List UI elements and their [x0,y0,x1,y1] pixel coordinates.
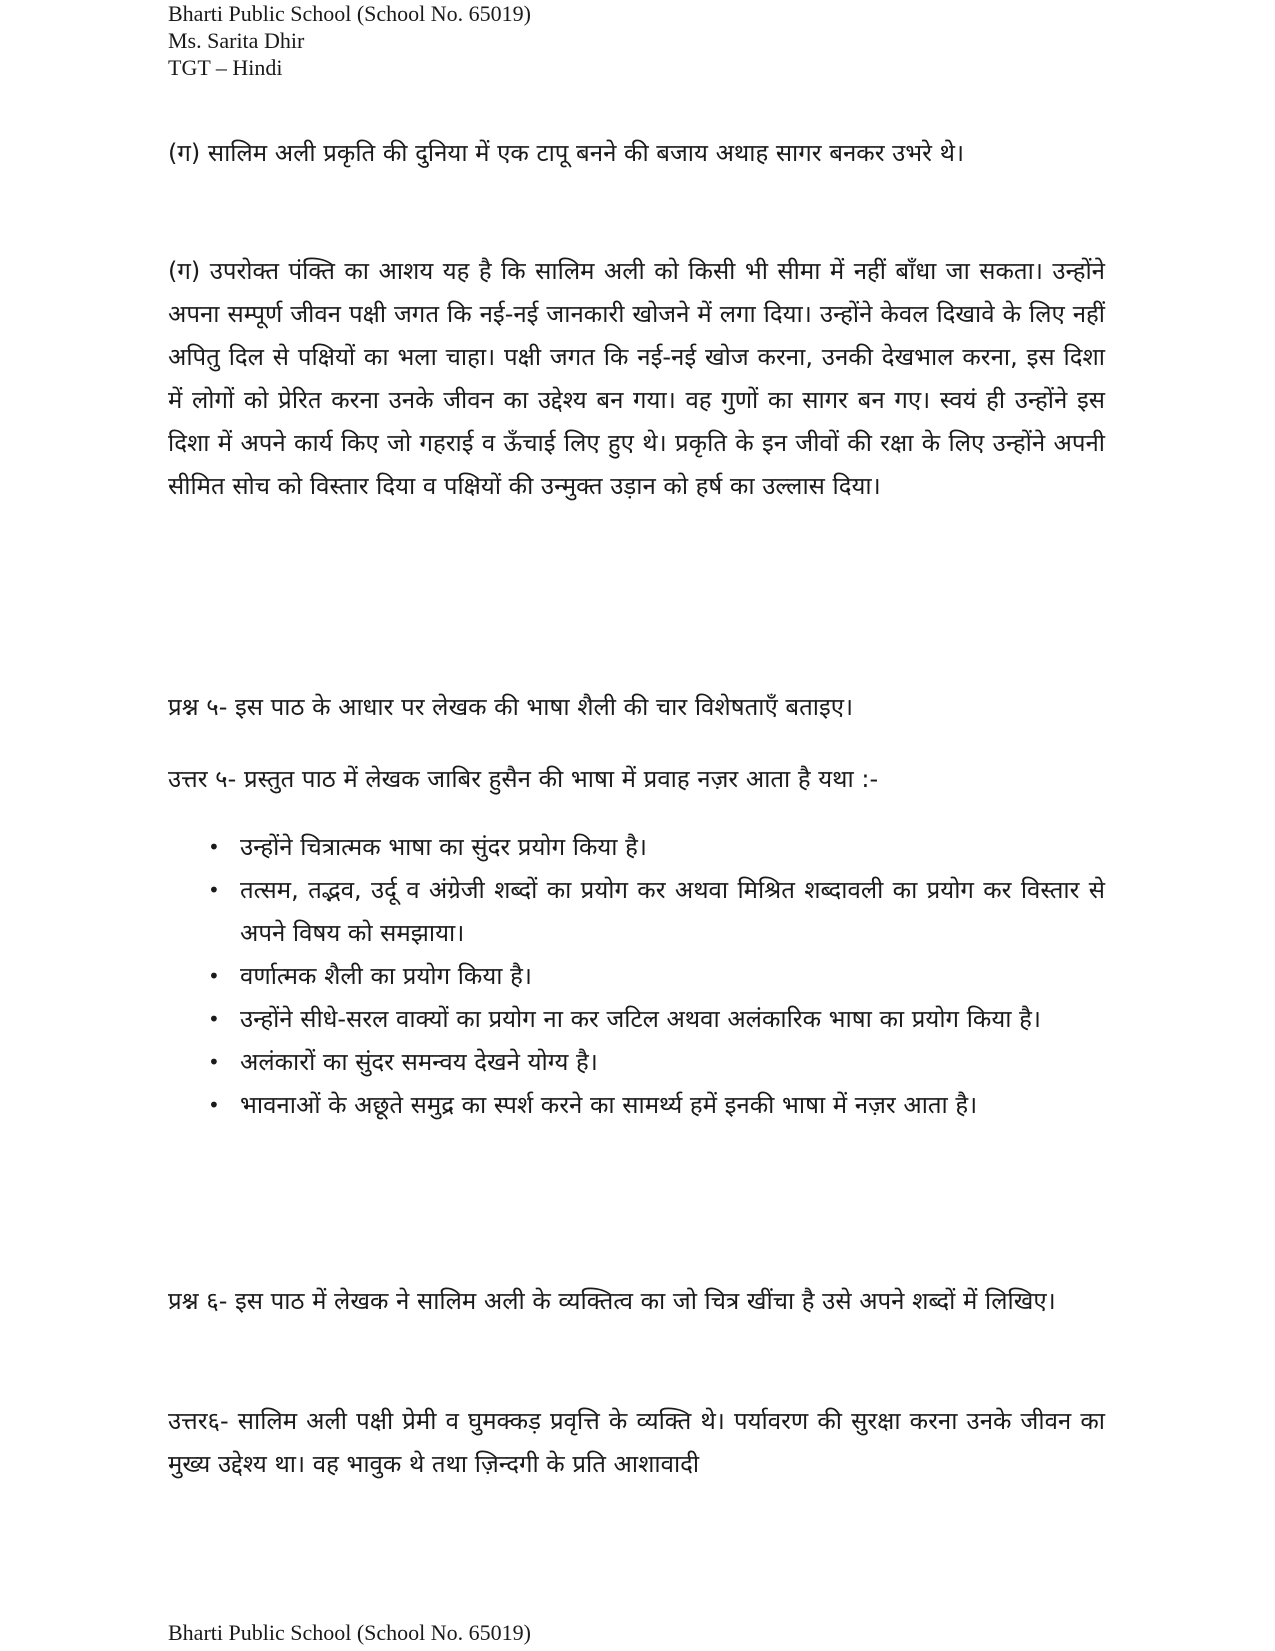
list-item: • उन्होंने चित्रात्मक भाषा का सुंदर प्रयोग किया है। [168,826,1105,869]
question-6: प्रश्न ६- इस पाठ में लेखक ने सालिम अली के व्यक्तित्व का जो चित्र खींचा है उसे अपने शब्दों में लिखिए। [168,1287,1056,1315]
question-5: प्रश्न ५- इस पाठ के आधार पर लेखक की भाषा शैली की चार विशेषताएँ बताइए। [168,693,854,721]
list-item: • तत्सम, तद्भव, उर्दू व अंग्रेजी शब्दों का प्रयोग कर अथवा मिश्रित शब्दावली का प्रयोग कर विस्तार से अपने विषय को समझाया। [168,869,1105,955]
teacher-name: Ms. Sarita Dhir [168,28,305,53]
passage-explanation: (ग) उपरोक्त पंक्ति का आशय यह है कि सालिम अली को किसी भी सीमा में नहीं बाँधा जा सकता। उन्होंने अपना सम्पूर्ण जीवन पक्षी जगत कि नई-नई जानकारी खोजने में लगा दिया। उन्होंने केवल दिखावे के लिए नहीं अपितु दिल से पक्षियों का भला चाहा। पक्षी जगत कि नई-नई खोज करना, उनकी देखभाल करना, इस दिशा में लोगों को प्रेरित करना उनके जीवन का उद्देश्य बन गया। वह गुणों का सागर बन गए। स्वयं ही उन्होंने इस दिशा में अपने कार्य किए जो गहराई व ऊँचाई लिए हुए थे। प्रकृति के इन जीवों की रक्षा के लिए उन्होंने अपनी सीमित सोच को विस्तार दिया व पक्षियों की उन्मुक्त उड़ान को हर्ष का उल्लास दिया। [168,257,1105,500]
bullet-icon: • [208,1093,220,1117]
page-header [168,0,531,81]
bullet-icon: • [208,835,220,859]
bullet-icon: • [208,878,220,902]
bullet-icon: • [208,1050,220,1074]
passage-line: (ग) सालिम अली प्रकृति की दुनिया में एक टापू बनने की बजाय अथाह सागर बनकर उभरे थे। [168,139,965,167]
answer-6: उत्तर६- सालिम अली पक्षी प्रेमी व घुमक्कड़ प्रवृत्ति के व्यक्ति थे। पर्यावरण की सुरक्षा करना उनके जीवन का मुख्य उद्देश्य था। वह भावुक थे तथा ज़िन्दगी के प्रति आशावादी [168,1407,1105,1478]
bullet-icon: • [208,1007,220,1031]
answer-5-points [168,826,1105,1127]
list-item: • भावनाओं के अछूते समुद्र का स्पर्श करने का सामर्थ्य हमें इनकी भाषा में नज़र आता है। [168,1084,1105,1127]
school-name: Bharti Public School (School No. 65019) [168,1,531,26]
subject-label: TGT – Hindi [168,55,283,80]
list-item: • वर्णात्मक शैली का प्रयोग किया है। [168,955,1105,998]
page-footer: Bharti Public School (School No. 65019) [168,1620,531,1645]
list-item: • अलंकारों का सुंदर समन्वय देखने योग्य है। [168,1041,1105,1084]
bullet-icon: • [208,964,220,988]
answer-5-intro: उत्तर ५- प्रस्तुत पाठ में लेखक जाबिर हुसैन की भाषा में प्रवाह नज़र आता है यथा :- [168,765,879,793]
list-item: • उन्होंने सीधे-सरल वाक्यों का प्रयोग ना कर जटिल अथवा अलंकारिक भाषा का प्रयोग किया है। [168,998,1105,1041]
